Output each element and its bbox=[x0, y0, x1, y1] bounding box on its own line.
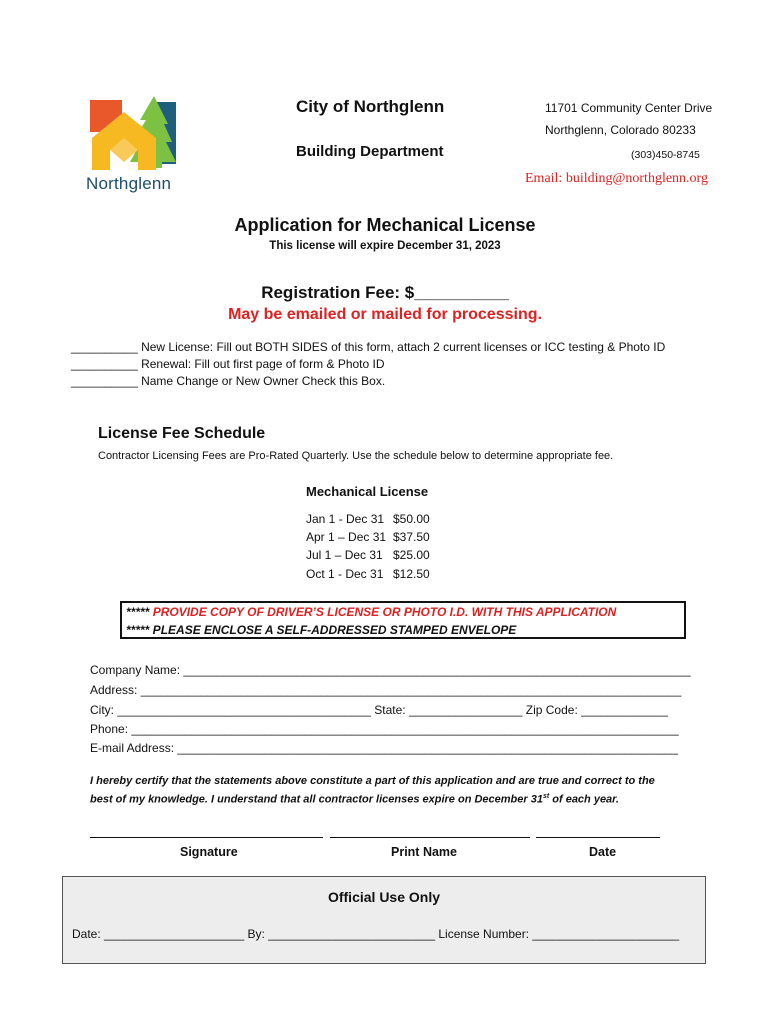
mechanical-license-title: Mechanical License bbox=[306, 484, 429, 499]
fee-schedule-title: License Fee Schedule bbox=[98, 425, 266, 442]
phone-field[interactable]: Phone: __________________________________________________________________________________ bbox=[90, 722, 679, 736]
option-new-license: __________ New License: Fill out BOTH SIDES of this form, attach 2 current licenses or ICC testing & Photo ID bbox=[71, 340, 666, 354]
print-name-line[interactable] bbox=[330, 837, 530, 838]
certification-line-1: I hereby certify that the statements above constitute a part of this application and are true and correct to the bbox=[90, 775, 655, 787]
schedule-period: Jul 1 – Dec 31 bbox=[306, 548, 383, 562]
schedule-period: Apr 1 – Dec 31 bbox=[306, 530, 387, 544]
expiration-note: This license will expire December 31, 2023 bbox=[269, 240, 501, 252]
schedule-row bbox=[306, 512, 430, 526]
address-line-1: 11701 Community Center Drive bbox=[545, 101, 713, 115]
option-name-change: __________ Name Change or New Owner Check this Box. bbox=[71, 374, 386, 388]
notice-line-envelope: ***** PLEASE ENCLOSE A SELF-ADDRESSED STAMPED ENVELOPE bbox=[126, 623, 517, 637]
certification-line-2 bbox=[90, 793, 619, 806]
signature-line[interactable] bbox=[90, 837, 323, 838]
company-name-field[interactable]: Company Name: ____________________________________________________________________________ bbox=[90, 663, 691, 677]
department-name: Building Department bbox=[296, 143, 444, 160]
address-line-2: Northglenn, Colorado 80233 bbox=[545, 123, 696, 137]
logo-wordmark: Northglenn bbox=[86, 174, 172, 193]
submission-note: May be emailed or mailed for processing. bbox=[228, 306, 542, 323]
address-field[interactable]: Address: _________________________________________________________________________________ bbox=[90, 683, 682, 697]
fee-schedule-description: Contractor Licensing Fees are Pro-Rated Quarterly. Use the schedule below to determine appropriate fee. bbox=[98, 450, 614, 462]
schedule-fee: $25.00 bbox=[393, 548, 430, 562]
date-line[interactable] bbox=[536, 837, 660, 838]
schedule-period: Jan 1 - Dec 31 bbox=[306, 512, 385, 526]
city-name: City of Northglenn bbox=[296, 97, 445, 116]
certification-text-end: of each year. bbox=[549, 793, 619, 806]
print-name-label: Print Name bbox=[391, 845, 457, 859]
form-title: Application for Mechanical License bbox=[234, 215, 536, 235]
contact-email: Email: building@northglenn.org bbox=[525, 171, 708, 186]
city-state-zip-field[interactable]: City: ______________________________________ State: _________________ Zip Code: _____________ bbox=[90, 703, 668, 717]
signature-label: Signature bbox=[180, 845, 238, 859]
email-field[interactable]: E-mail Address: ___________________________________________________________________________ bbox=[90, 741, 678, 755]
certification-text: best of my knowledge. I understand that all contractor licenses expire on December 31 bbox=[90, 793, 543, 806]
schedule-fee: $12.50 bbox=[393, 567, 430, 581]
official-use-box bbox=[62, 876, 706, 964]
official-use-fields: Date: _____________________ By: _________________________ License Number: ______________________ bbox=[72, 927, 680, 941]
phone-number: (303)450-8745 bbox=[631, 149, 700, 161]
schedule-row bbox=[306, 567, 430, 581]
notice-box bbox=[120, 601, 686, 639]
option-renewal: __________ Renewal: Fill out first page of form & Photo ID bbox=[71, 357, 385, 371]
notice-stars: ***** bbox=[126, 605, 150, 619]
schedule-fee: $50.00 bbox=[393, 512, 430, 526]
registration-fee: Registration Fee: $__________ bbox=[261, 283, 509, 302]
notice-line-id bbox=[126, 605, 616, 619]
certification-superscript: st bbox=[542, 793, 550, 800]
schedule-row bbox=[306, 548, 430, 562]
official-use-title: Official Use Only bbox=[327, 889, 441, 905]
notice-id-text: PROVIDE COPY OF DRIVER’S LICENSE OR PHOTO I.D. WITH THIS APPLICATION bbox=[149, 605, 617, 619]
date-label: Date bbox=[589, 845, 617, 859]
schedule-row bbox=[306, 530, 430, 544]
schedule-period: Oct 1 - Dec 31 bbox=[306, 567, 384, 581]
schedule-fee: $37.50 bbox=[393, 530, 430, 544]
